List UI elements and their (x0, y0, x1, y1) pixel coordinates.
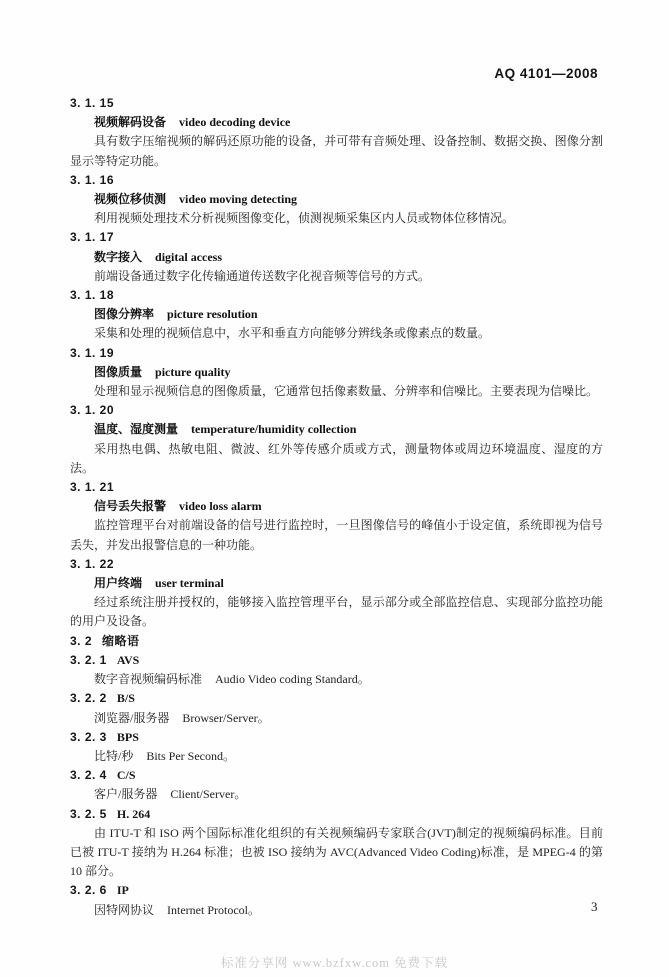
clause (70, 344, 603, 402)
abbr-item (70, 881, 603, 919)
clause (70, 401, 603, 478)
term-english: video loss alarm (179, 499, 262, 514)
clause-definition: 经过系统注册并授权的，能够接入监控管理平台，显示部分或全部监控信息、实现部分监控功能的用户及设备。 (70, 595, 603, 629)
term-english: temperature/humidity collection (191, 422, 357, 437)
abbr-item (70, 728, 603, 766)
section-number: 3. 2 (70, 633, 93, 648)
clause (70, 228, 603, 286)
abbr-number: 3. 2. 2 (70, 691, 107, 706)
term-english: video decoding device (179, 115, 291, 130)
abbr-def-english: Bits Per Second。 (146, 748, 236, 763)
section-heading-abbreviations (70, 632, 603, 651)
clause-number: 3. 1. 16 (70, 172, 115, 187)
abbr-def-chinese: 浏览器/服务器 (94, 710, 170, 725)
abbr-label: BPS (116, 729, 139, 744)
clause-definition: 采集和处理的视频信息中，水平和垂直方向能够分辨线条或像素点的数量。 (94, 326, 491, 341)
term-chinese: 温度、湿度测量 (94, 422, 179, 437)
term-english: video moving detecting (179, 192, 298, 207)
clause-definition: 具有数字压缩视频的解码还原功能的设备，并可带有音频处理、设备控制、数据交换、图像分割显示等特定功能。 (70, 134, 603, 168)
clause-definition: 处理和显示视频信息的图像质量，它通常包括像素数量、分辨率和信噪比。主要表现为信噪比。 (94, 384, 599, 399)
clause (70, 478, 603, 555)
abbr-number: 3. 2. 6 (70, 883, 107, 898)
abbr-label: H. 264 (116, 806, 151, 821)
abbr-def-chinese: 客户/服务器 (94, 787, 158, 802)
page-content (70, 94, 603, 920)
term-english: user terminal (155, 576, 224, 591)
abbr-number: 3. 2. 5 (70, 806, 107, 821)
abbr-def-english: Audio Video coding Standard。 (215, 672, 370, 687)
abbr-definition (70, 670, 603, 689)
abbr-definition (70, 747, 603, 766)
abbr-def-english: Client/Server。 (170, 787, 247, 802)
abbr-item (70, 651, 603, 689)
abbr-number: 3. 2. 4 (70, 768, 107, 783)
term-english: picture resolution (167, 307, 258, 322)
clause-definition: 前端设备通过数字化传输通道传送数字化视音频等信号的方式。 (94, 268, 431, 283)
clause-number: 3. 1. 18 (70, 288, 115, 303)
abbr-def-english: Internet Protocol。 (167, 902, 260, 917)
clause-number: 3. 1. 17 (70, 230, 115, 245)
term-chinese: 视频解码设备 (94, 115, 167, 130)
abbr-def-chinese: 因特网协议 (94, 902, 155, 917)
term-chinese: 信号丢失报警 (94, 499, 167, 514)
term-chinese: 视频位移侦测 (94, 192, 167, 207)
term-line (70, 190, 603, 209)
section-title: 缩略语 (102, 633, 140, 648)
abbr-number: 3. 2. 3 (70, 729, 107, 744)
clause (70, 555, 603, 632)
abbr-item (70, 766, 603, 804)
abbr-def-english: Browser/Server。 (182, 710, 270, 725)
abbr-item (70, 805, 603, 882)
page-number: 3 (591, 899, 598, 914)
clause-number: 3. 1. 15 (70, 96, 115, 110)
term-chinese: 图像分辨率 (94, 307, 155, 322)
clause-number: 3. 1. 21 (70, 480, 115, 495)
abbr-heading (70, 766, 603, 785)
abbr-heading (70, 689, 603, 708)
clause-number: 3. 1. 22 (70, 556, 115, 571)
abbr-definition (70, 709, 603, 728)
abbr-definition (70, 901, 603, 920)
abbr-def-chinese: 比特/秒 (94, 748, 134, 763)
clause-number: 3. 1. 20 (70, 403, 115, 418)
abbr-label: AVS (116, 652, 140, 667)
abbr-definition (70, 785, 603, 804)
term-line (70, 574, 603, 593)
clause-number: 3. 1. 19 (70, 345, 115, 360)
term-chinese: 用户终端 (94, 576, 143, 591)
watermark-text: 标准分享网 www.bzfxw.com 免费下载 (220, 956, 449, 970)
term-line (70, 113, 603, 132)
term-english: picture quality (155, 364, 231, 379)
doc-number: AQ 4101—2008 (494, 66, 598, 81)
abbr-heading (70, 651, 603, 670)
term-english: digital access (155, 249, 223, 264)
abbr-def-chinese: 数字音视频编码标准 (94, 672, 203, 687)
term-line (70, 305, 603, 324)
term-chinese: 图像质量 (94, 364, 143, 379)
clause-definition: 利用视频处理技术分析视频图像变化，侦测视频采集区内人员或物体位移情况。 (94, 211, 515, 226)
abbr-heading (70, 881, 603, 900)
clause-definition: 监控管理平台对前端设备的信号进行监控时，一旦图像信号的峰值小于设定值，系统即视为信号丢失，并发出报警信息的一种功能。 (70, 518, 603, 552)
term-line (70, 248, 603, 267)
term-line (70, 497, 603, 516)
abbr-item (70, 689, 603, 727)
term-line (70, 363, 603, 382)
term-line (70, 420, 603, 439)
term-chinese: 数字接入 (94, 249, 143, 264)
clause (70, 171, 603, 229)
abbr-label: C/S (116, 768, 136, 783)
clause (70, 94, 603, 171)
abbr-heading (70, 805, 603, 824)
abbr-number: 3. 2. 1 (70, 652, 107, 667)
abbr-definition: 由 ITU-T 和 ISO 两个国际标准化组织的有关视频编码专家联合(JVT)制定的视频编码标准。目前已被 ITU-T 接纳为 H.264 标准；也被 ISO 接纳为 AVC(Advanced Video Coding)标准，是 MPEG-4 的第 10 部分。 (70, 825, 603, 879)
clause (70, 286, 603, 344)
abbr-label: B/S (116, 691, 135, 706)
abbr-heading (70, 728, 603, 747)
abbr-label: IP (116, 883, 129, 898)
clause-definition: 采用热电偶、热敏电阻、微波、红外等传感介质或方式，测量物体或周边环境温度、湿度的方法。 (70, 441, 603, 475)
